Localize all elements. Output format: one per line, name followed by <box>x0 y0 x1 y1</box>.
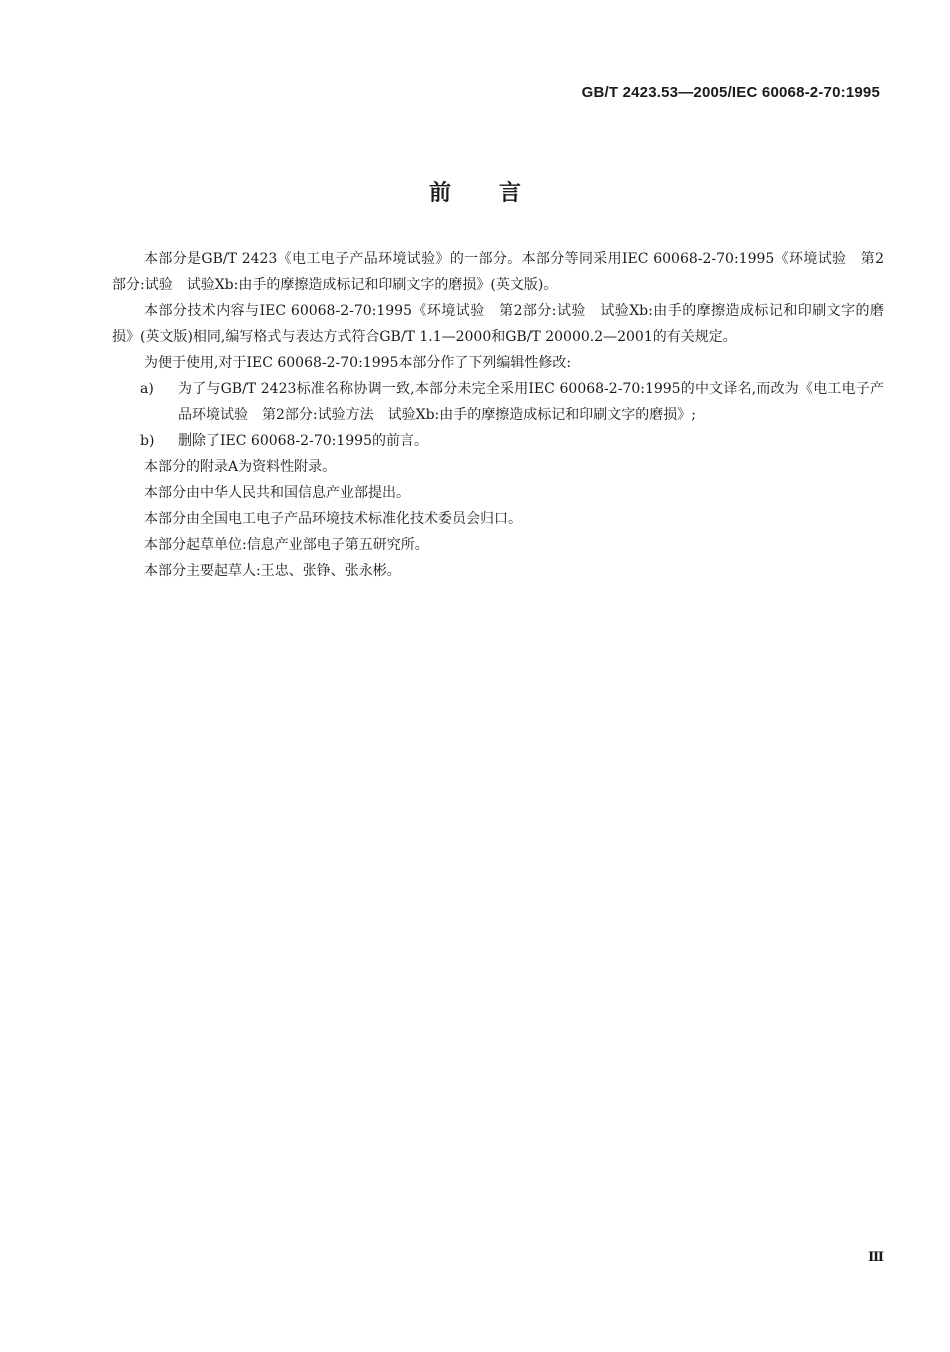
paragraph-drafting-unit: 本部分起草单位:信息产业部电子第五研究所。 <box>144 537 429 553</box>
paragraph-editorial-intro: 为便于使用,对于IEC 60068-2-70:1995本部分作了下列编辑性修改: <box>144 355 572 371</box>
paragraph-proposer: 本部分由中华人民共和国信息产业部提出。 <box>144 485 410 501</box>
list-marker: b) <box>140 433 155 449</box>
page-title: 前言 <box>428 181 569 206</box>
list-item <box>112 428 884 454</box>
paragraph-annex: 本部分的附录A为资料性附录。 <box>144 459 337 475</box>
paragraph-technical-content: 本部分技术内容与IEC 60068-2-70:1995《环境试验 第2部分:试验 试验Xb:由手的摩擦造成标记和印刷文字的磨损》(英文版)相同,编写格式与表达方式符合GB/T 1.1—2000和GB/T 20000.2—2001的有关规定。 <box>112 303 884 345</box>
paragraph-scope: 本部分是GB/T 2423《电工电子产品环境试验》的一部分。本部分等同采用IEC 60068-2-70:1995《环境试验 第2部分:试验 试验Xb:由手的摩擦造成标记和印刷文字的磨损》(英文版)。 <box>112 251 884 293</box>
paragraph-drafters: 本部分主要起草人:王忠、张铮、张永彬。 <box>144 563 401 579</box>
list-marker: a) <box>140 381 154 397</box>
standard-number: GB/T 2423.53—2005/IEC 60068-2-70:1995 <box>581 84 880 101</box>
list-text: 删除了IEC 60068-2-70:1995的前言。 <box>178 433 428 449</box>
paragraph-committee: 本部分由全国电工电子产品环境技术标准化技术委员会归口。 <box>144 511 522 527</box>
list-item <box>112 376 884 428</box>
list-text: 为了与GB/T 2423标准名称协调一致,本部分未完全采用IEC 60068-2-70:1995的中文译名,而改为《电工电子产品环境试验 第2部分:试验方法 试验Xb:由手的摩擦造成标记和印刷文字的磨损》; <box>178 381 884 423</box>
foreword-body <box>112 246 884 584</box>
page-number: Ⅲ <box>868 1250 884 1265</box>
